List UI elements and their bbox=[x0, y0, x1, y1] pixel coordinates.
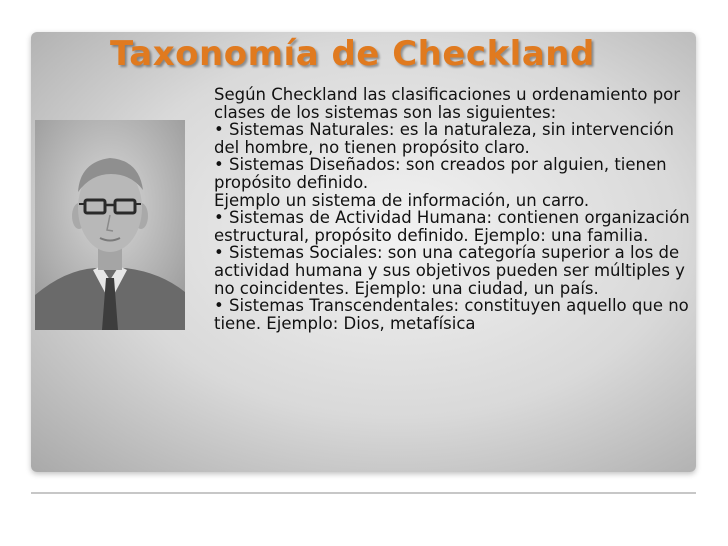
portrait-image bbox=[35, 120, 185, 330]
bullet-text: • Sistemas Sociales: son una categoría superior a los de actividad humana y sus objetivos pueden ser múltiples y no coincidentes. Ejemplo: una ciudad, un país. bbox=[214, 243, 685, 298]
bullet-item bbox=[192, 297, 694, 332]
bullet-text: • Sistemas de Actividad Humana: contienen organización estructural, propósito definido. Ejemplo: una familia. bbox=[214, 208, 690, 245]
bullet-item bbox=[192, 121, 694, 156]
bullet-item bbox=[192, 244, 694, 297]
bullet-item bbox=[192, 156, 694, 191]
bullet-text: Ejemplo un sistema de información, un carro. bbox=[214, 190, 590, 210]
bullet-text: Según Checkland las clasificaciones u ordenamiento por clases de los sistemas son las siguientes: bbox=[214, 85, 681, 122]
bullet-item bbox=[192, 209, 694, 244]
bullet-item bbox=[192, 192, 694, 210]
bullet-item bbox=[192, 86, 694, 121]
bullet-text: • Sistemas Naturales: es la naturaleza, sin intervención del hombre, no tienen propósito claro. bbox=[214, 120, 674, 157]
bullet-text: • Sistemas Diseñados: son creados por alguien, tienen propósito definido. bbox=[214, 155, 667, 192]
slide-title: Taxonomía de Checkland bbox=[110, 34, 595, 74]
bullet-list bbox=[192, 86, 694, 332]
portrait-photo bbox=[35, 120, 185, 330]
bullet-text: • Sistemas Transcendentales: constituyen aquello que no tiene. Ejemplo: Dios, metafísica bbox=[214, 296, 689, 333]
bottom-divider bbox=[31, 492, 696, 494]
